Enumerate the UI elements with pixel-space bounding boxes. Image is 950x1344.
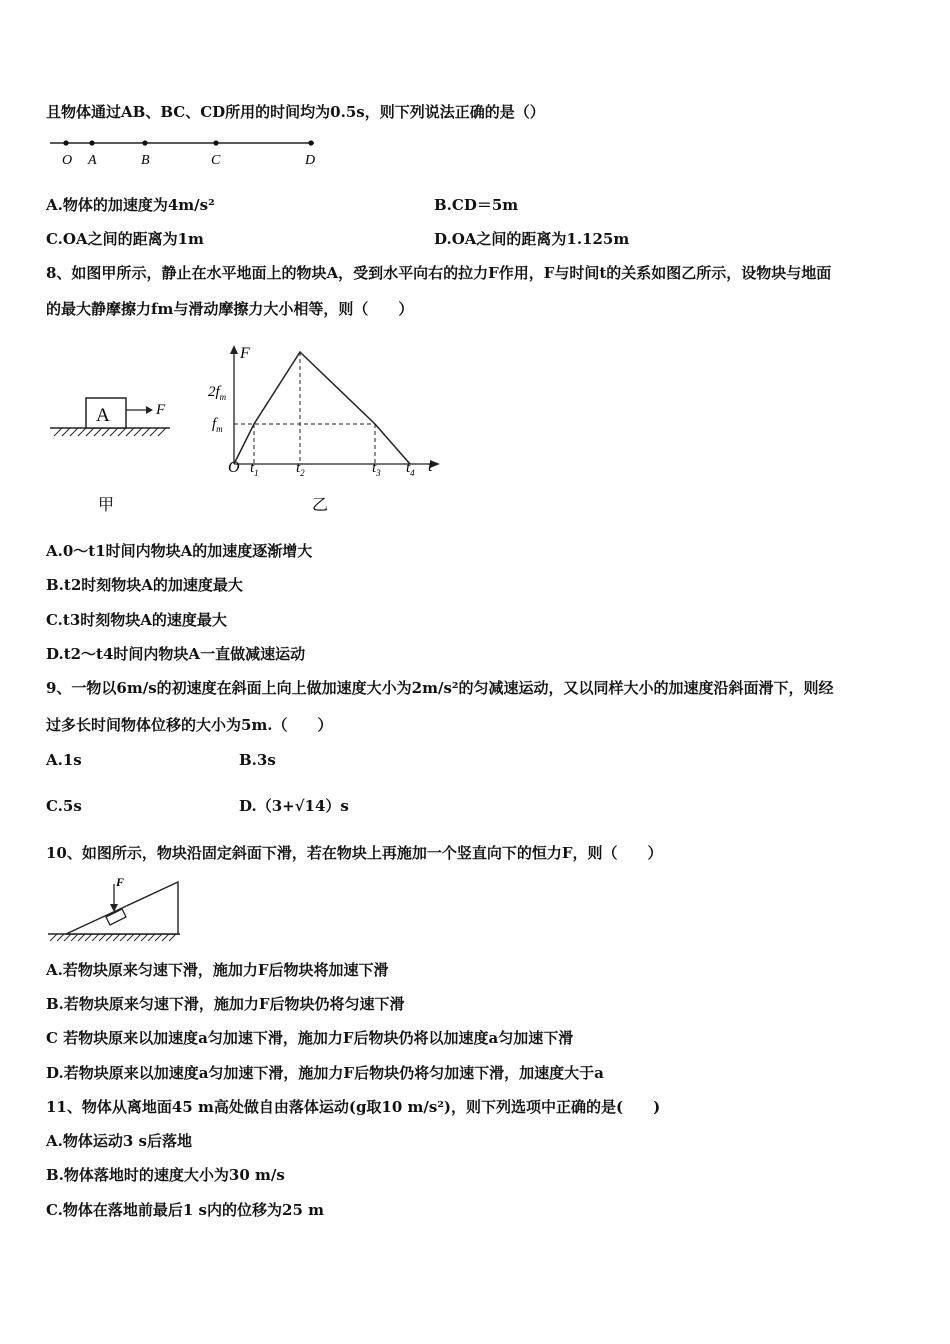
q7-dot-c bbox=[213, 140, 218, 145]
q10-option-a: A.若物块原来匀速下滑，施加力F后物块将加速下滑 bbox=[46, 961, 389, 979]
svg-text:t1: $t_1$ bbox=[250, 460, 259, 478]
q9-option-d: D.（3+√14）s bbox=[239, 797, 349, 815]
fig-jia-caption: 甲 bbox=[98, 495, 115, 514]
q10-stem: 10、如图所示，物块沿固定斜面下滑，若在物块上再施加一个竖直向下的恒力F，则（ ） bbox=[46, 844, 663, 862]
q9-option-a: A.1s bbox=[46, 751, 82, 769]
x-axis-label: t bbox=[428, 458, 433, 475]
q11-stem: 11、物体从离地面45 m高处做自由落体运动(g取10 m/s²)，则下列选项中正确的是( ) bbox=[46, 1098, 661, 1116]
svg-text:t4: $t_4$ bbox=[406, 460, 415, 478]
q10-option-d: D.若物块原来以加速度a匀加速下滑，施加力F后物块仍将匀加速下滑，加速度大于a bbox=[46, 1064, 604, 1082]
q7-option-c: C.OA之间的距离为1m bbox=[46, 230, 204, 248]
svg-text:fm: $f_m$ bbox=[212, 416, 223, 434]
q7-dot-d bbox=[308, 140, 313, 145]
q7-label-b: B bbox=[141, 153, 150, 168]
q7-option-b: B.CD＝5m bbox=[434, 196, 519, 214]
q9-option-b: B.3s bbox=[239, 751, 276, 769]
q11-option-a: A.物体运动3 s后落地 bbox=[46, 1132, 192, 1150]
svg-text:t3: $t_3$ bbox=[372, 460, 381, 478]
q7-label-o: O bbox=[62, 153, 73, 168]
q10-option-c: C 若物块原来以加速度a匀加速下滑，施加力F后物块仍将以加速度a匀加速下滑 bbox=[46, 1029, 574, 1047]
q8-figure-yi bbox=[200, 340, 450, 520]
q8-stem-line1: 8、如图甲所示，静止在水平地面上的物块A，受到水平向右的拉力F作用，F与时间t的关系如图乙所示，设物块与地面 bbox=[46, 264, 832, 282]
q8-option-a: A.0～t1时间内物块A的加速度逐渐增大 bbox=[46, 542, 313, 560]
q8-option-d: D.t2～t4时间内物块A一直做减速运动 bbox=[46, 645, 306, 663]
q7-dot-o bbox=[63, 140, 68, 145]
q10-option-b: B.若物块原来匀速下滑，施加力F后物块仍将匀速下滑 bbox=[46, 995, 405, 1013]
q7-option-a: A.物体的加速度为4m/s² bbox=[46, 196, 215, 214]
incline-hatch bbox=[50, 934, 176, 941]
q7-label-c: C bbox=[211, 153, 221, 168]
q7-dot-a bbox=[89, 140, 94, 145]
q7-label-a: A bbox=[88, 153, 97, 168]
q7-label-d: D bbox=[305, 153, 316, 168]
block-a-label: A bbox=[96, 405, 110, 426]
svg-text:2fm: $2f_m$ bbox=[208, 384, 227, 402]
fig-yi-caption: 乙 bbox=[312, 495, 329, 514]
q9-option-c: C.5s bbox=[46, 797, 82, 815]
q8-figure-jia bbox=[46, 392, 186, 518]
q8-stem-line2: 的最大静摩擦力fm与滑动摩擦力大小相等，则（ ） bbox=[46, 300, 414, 318]
q7-option-d: D.OA之间的距离为1.125m bbox=[434, 230, 630, 248]
q10-incline-figure bbox=[46, 872, 186, 946]
force-arrow-head bbox=[146, 406, 153, 414]
incline-wedge bbox=[66, 882, 178, 934]
origin-label: O bbox=[228, 459, 240, 476]
q11-option-b: B.物体落地时的速度大小为30 m/s bbox=[46, 1166, 285, 1184]
q7-dot-b bbox=[142, 140, 147, 145]
q9-stem-line1: 9、一物以6m/s的初速度在斜面上向上做加速度大小为2m/s²的匀减速运动，又以同样大小的加速度沿斜面滑下，则经 bbox=[46, 679, 834, 697]
y-axis-label: F bbox=[240, 345, 250, 362]
q7-stem: 且物体通过AB、BC、CD所用的时间均为0.5s，则下列说法正确的是（） bbox=[46, 103, 545, 121]
q8-option-c: C.t3时刻物块A的速度最大 bbox=[46, 611, 227, 629]
q8-option-b: B.t2时刻物块A的加速度最大 bbox=[46, 576, 243, 594]
force-label: F bbox=[156, 402, 166, 418]
ground-hatch bbox=[54, 428, 166, 436]
y-axis-arrow bbox=[230, 345, 238, 354]
q7-number-line-figure bbox=[46, 134, 336, 174]
q11-option-c: C.物体在落地前最后1 s内的位移为25 m bbox=[46, 1201, 324, 1219]
q9-stem-line2: 过多长时间物体位移的大小为5m.（ ） bbox=[46, 716, 333, 734]
force-curve bbox=[234, 352, 410, 464]
incline-force-label: F bbox=[116, 875, 125, 889]
svg-text:t2: $t_2$ bbox=[296, 460, 305, 478]
